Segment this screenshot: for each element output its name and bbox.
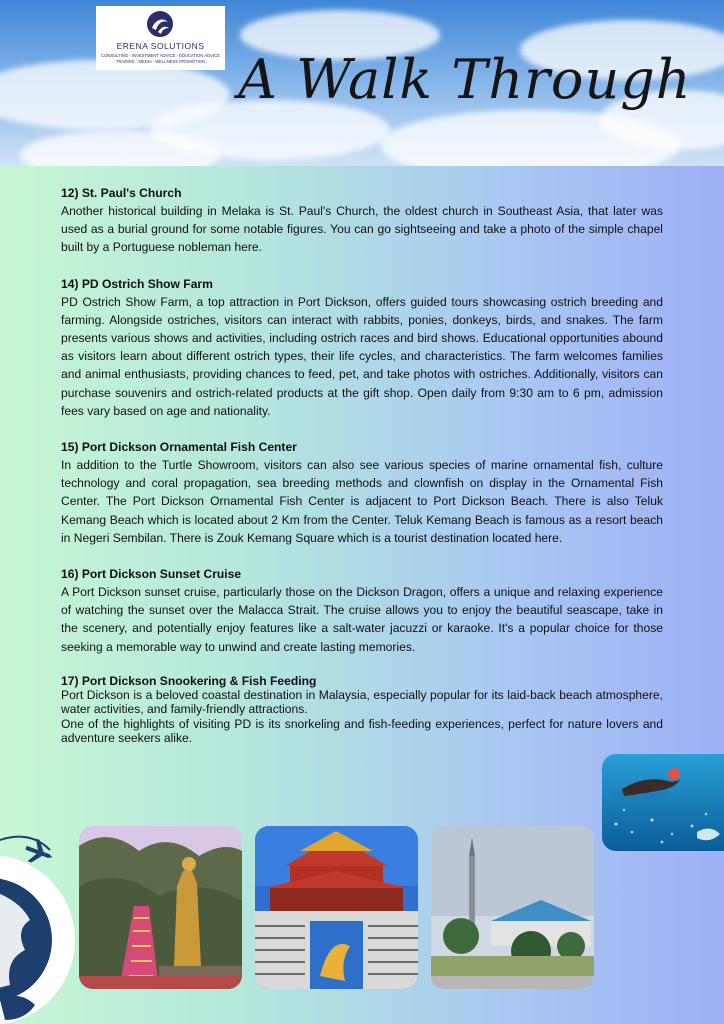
section-ostrich-farm — [61, 275, 663, 420]
section-st-pauls-church — [61, 184, 663, 257]
section-text: A Port Dickson sunset cruise, particularly those on the Dickson Dragon, offers a unique and relaxing experience of watching the sunset over the Malacca Strait. The cruise allows you to enjoy the beautiful seascape, take in the scenery, and potentially enjoy features like a salt-water jacuzzi or karaoke. It's a popular choice for those seeking a memorable way to unwind and create lasting memories. — [61, 585, 663, 654]
section-sunset-cruise — [61, 565, 663, 656]
section-heading: 14) PD Ostrich Show Farm — [61, 276, 213, 291]
article-body — [61, 184, 663, 764]
section-text: Port Dickson is a beloved coastal destination in Malaysia, especially popular for its laid-back beach atmosphere, water activities, and family-friendly attractions. — [61, 687, 663, 717]
temple-photo — [255, 826, 418, 989]
section-snorkeling — [61, 674, 663, 746]
section-text-2: One of the highlights of visiting PD is its snorkeling and fish-feeding experiences, perfect for nature lovers and adventure seekers alike. — [61, 716, 663, 746]
logo-tagline-2: TRADING - MEDIA - WELLNESS PROMOTION — [115, 59, 206, 64]
logo-company-name: ERENA SOLUTIONS — [116, 41, 205, 51]
globe-decoration — [0, 820, 80, 1024]
section-heading: 16) Port Dickson Sunset Cruise — [61, 567, 242, 582]
section-heading: 15) Port Dickson Ornamental Fish Center — [61, 440, 297, 455]
header-sky-banner — [0, 0, 724, 166]
mosque-photo — [431, 826, 594, 989]
swirl-logo-icon — [146, 10, 174, 38]
section-fish-center — [61, 438, 663, 547]
batu-caves-photo — [79, 826, 242, 989]
section-text: Another historical building in Melaka is St. Paul's Church, the oldest church in Southeast Asia, that later was used as a burial ground for some notable figures. You can go sightseeing and take a photo of the simple chapel built by a Portuguese nobleman here. — [61, 204, 663, 255]
company-logo — [96, 6, 225, 70]
page-title: A Walk Through — [238, 48, 692, 111]
section-text: PD Ostrich Show Farm, a top attraction in Port Dickson, offers guided tours showcasing ostrich breeding and farming. Alongside ostriches, visitors can interact with rabbits, ponies, donkeys, birds, and snakes. The farm presents various shows and activities, including ostrich races and bird shows. Educational opportunities abound as visitors learn about different ostrich types, their life cycles, and characteristics. The farm welcomes families and animal enthusiasts, providing chances to feed, pet, and take photos with ostriches. Additionally, visitors can purchase souvenirs and ostrich-related products at the gift shop. Open daily from 9:30 am to 6 pm, admission fees vary based on age and nationality. — [61, 294, 663, 418]
snorkeling-photo — [602, 754, 724, 851]
section-heading: 17) Port Dickson Snookering & Fish Feeding — [61, 673, 317, 688]
section-text: In addition to the Turtle Showroom, visitors can also see various species of marine ornamental fish, culture technology and coral propagation, sea breeding methods and clownfish on display in the Ornamental Fish Center. The Port Dickson Ornamental Fish Center is adjacent to Port Dickson Beach. There is also Teluk Kemang Beach which is located about 2 Km from the Center. Teluk Kemang Beach is famous as a resort beach in Negeri Sembilan. There is Zouk Kemang Square which is a tourist destination located here. — [61, 458, 663, 545]
logo-tagline-1: CONSULTING - INVESTMENT ADVICE - EDUCATION ADVICE — [101, 53, 220, 58]
section-heading: 12) St. Paul's Church — [61, 186, 182, 200]
